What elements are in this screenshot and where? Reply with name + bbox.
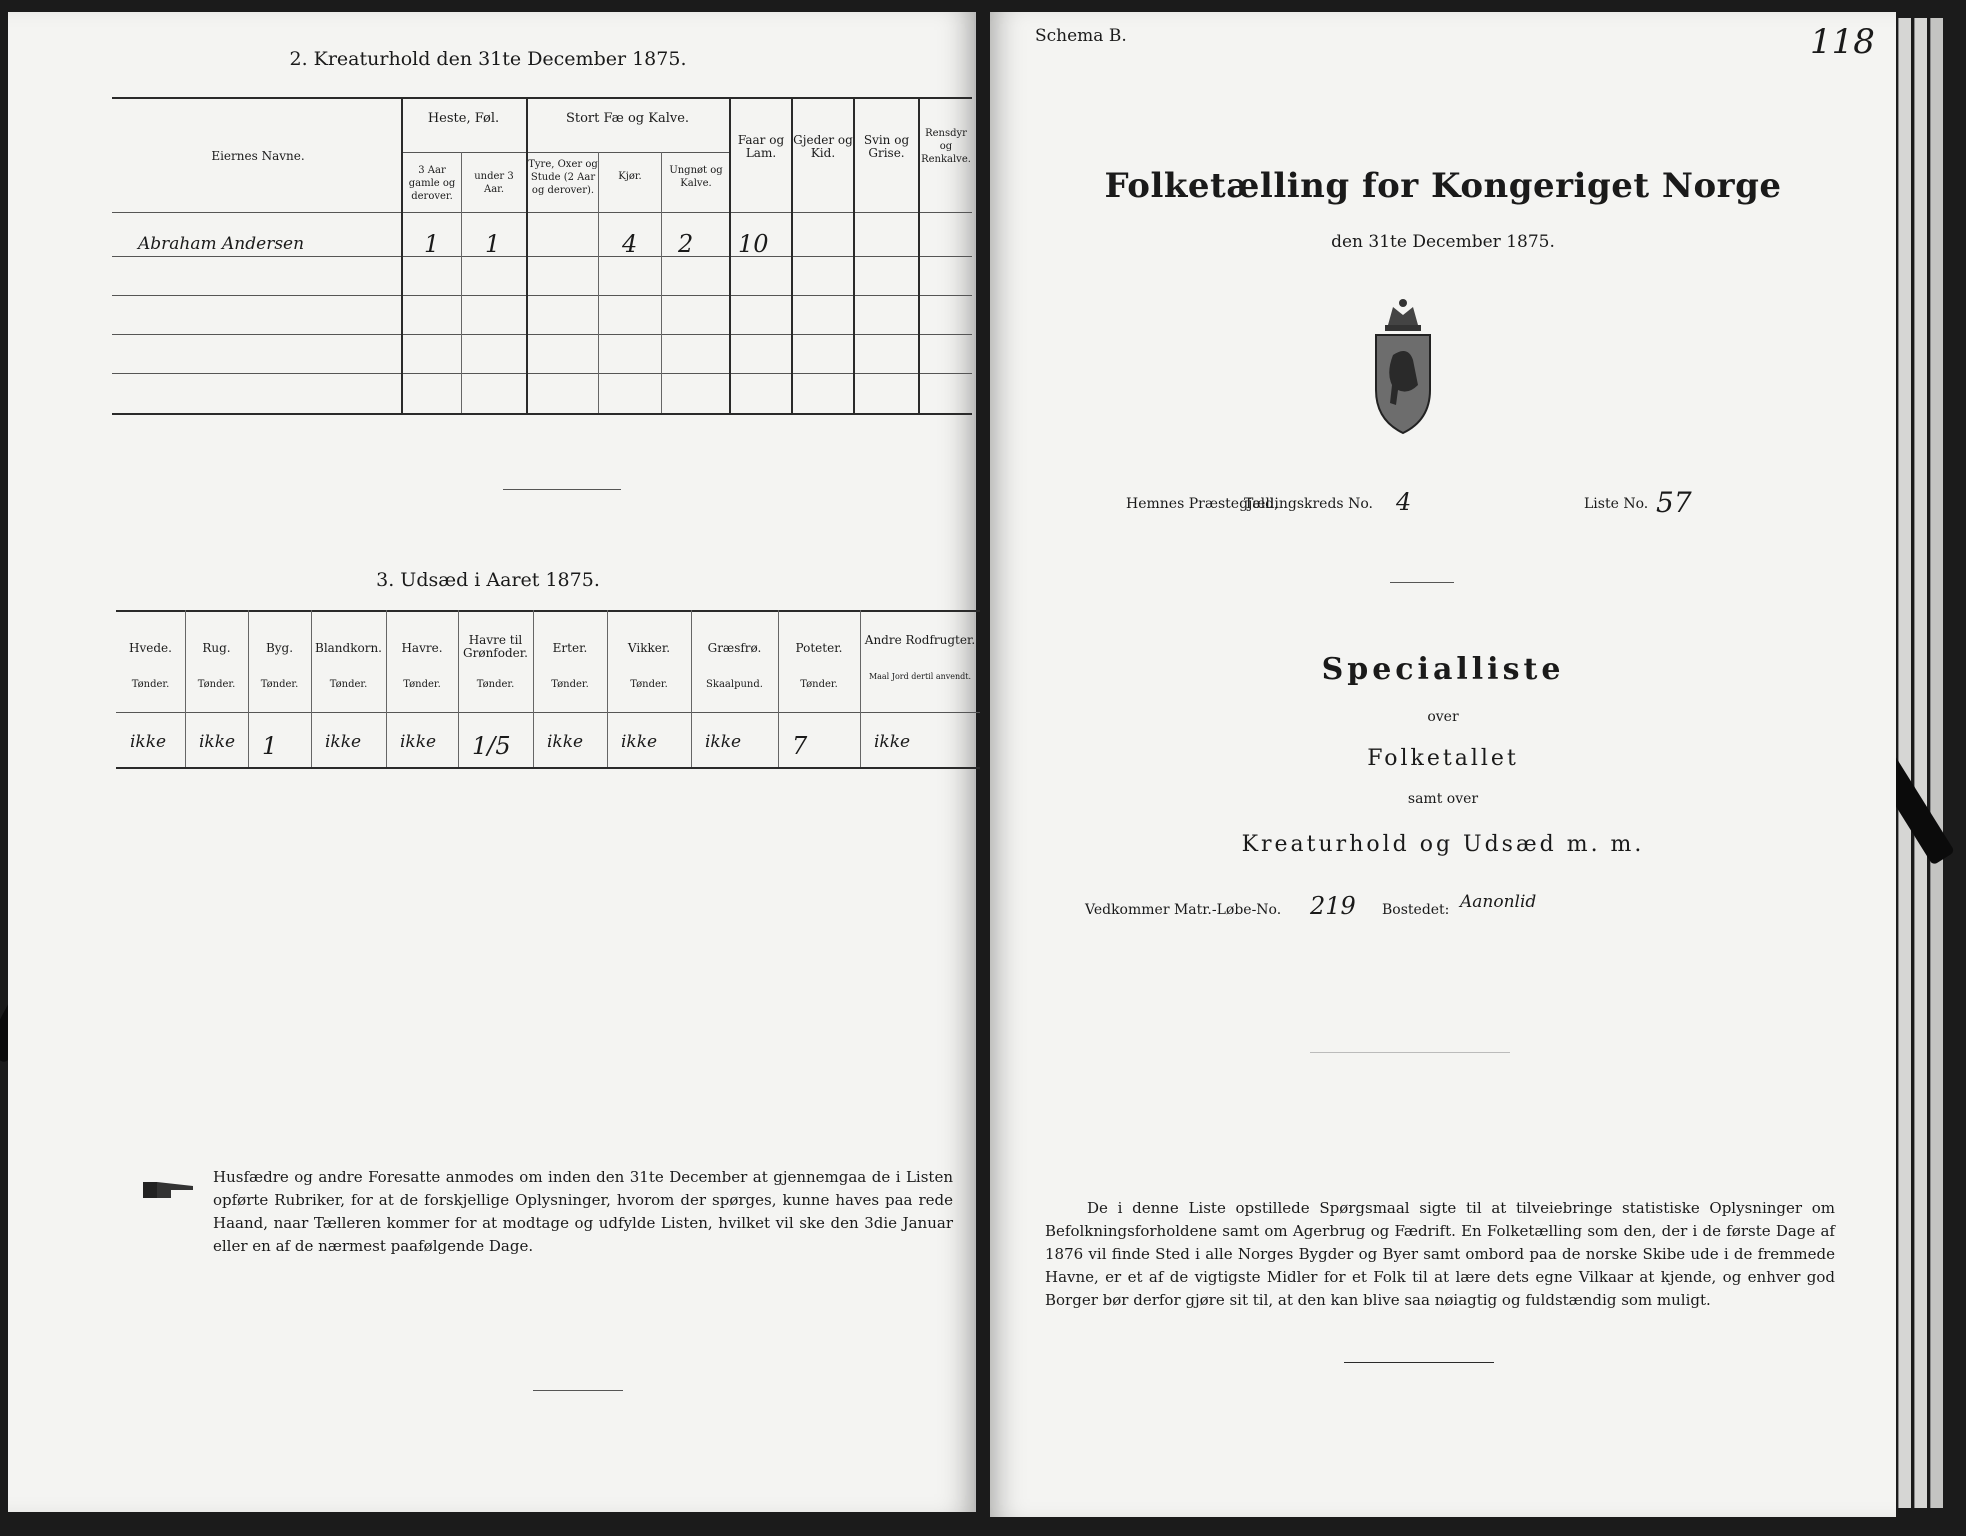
closing-paragraph: De i denne Liste opstillede Spørgsmaal sigte til at tilveiebringe statistiske Oplysninger om Befolkningsforholdene samt om Agerbrug og Fædrift. En Folketælling som den, der i de første Dage af 1876 vil finde Sted i alle Norges Bygder og Byer samt ombord paa de norske Skibe ude i de fremmede Havne, er et af de vigtigste Midler for et Folk til at lære dets egne Vilkaar at kjende, og enhver god Borger bør derfor gjøre sit til, at den kan blive saa nøiagtig og fuldstændig som muligt. [1045, 1199, 1835, 1309]
udsaed-col-header: Hvede. [129, 641, 172, 655]
entry-horses-young: 1 [485, 230, 501, 258]
group-cattle: Stort Fæ og Kalve. [565, 111, 690, 126]
matr-value: 219 [1310, 892, 1356, 920]
notice-paragraph: Husfædre og andre Foresatte anmodes om inden den 31te December at gjennemgaa de i Listen opførte Rubriker, for at de forskjellige Oplysninger, hvorom der spørges, kunne haves paa rede Haand, naar Tælleren kommer for at modtage og udfylde Listen, hvilket vil ske den 3die Januar eller en af de nærmest paafølgende Dage. [213, 1168, 953, 1255]
over-label: over [1427, 709, 1459, 725]
udsaed-col-unit: Tønder. [551, 679, 589, 690]
udsaed-entry: 1/5 [472, 732, 511, 760]
left-page [8, 12, 976, 1512]
divider [533, 1390, 623, 1391]
kreatur-label: Kreaturhold og Udsæd m. m. [1241, 832, 1645, 857]
udsaed-col-header: Vikker. [627, 641, 671, 655]
divider [1390, 582, 1454, 583]
district-label: Tællingskreds No. [1244, 496, 1373, 512]
parish-label: Hemnes Præstegjeld, [1126, 496, 1279, 512]
udsaed-col-unit: Tønder. [131, 679, 170, 690]
bosted-label: Bostedet: [1382, 902, 1450, 918]
section2-title: 2. Kreaturhold den 31te December 1875. [289, 48, 687, 70]
page-edge [1914, 18, 1927, 1508]
divider [503, 489, 621, 490]
bosted-value: Aanonlid [1460, 892, 1537, 912]
udsaed-entry: ikke [325, 732, 362, 752]
col-goats: Gjeder og Kid. [793, 133, 853, 160]
section3-title: 3. Udsæd i Aaret 1875. [376, 569, 600, 591]
col-horses-young: under 3 Aar. [474, 171, 514, 195]
udsaed-entry: ikke [874, 732, 911, 752]
udsaed-col-header: Andre Rodfrugter. [864, 633, 976, 647]
samt-over-label: samt over [1407, 791, 1479, 807]
col-bulls: Tyre, Oxer og Stude (2 Aar og derover). [528, 159, 598, 196]
udsaed-entry: ikke [400, 732, 437, 752]
group-horses: Heste, Føl. [427, 111, 500, 126]
udsaed-entry: ikke [705, 732, 742, 752]
district-value: 4 [1396, 488, 1412, 516]
folketallet-label: Folketallet [1367, 746, 1519, 771]
col-reindeer: Rensdyr og Renkalve. [921, 128, 971, 165]
udsaed-col-unit: Tønder. [476, 679, 515, 690]
entry-horses-old: 1 [424, 230, 440, 258]
udsaed-col-unit: Tønder. [630, 679, 668, 690]
main-title: Folketælling for Kongeriget Norge [1104, 166, 1782, 206]
udsaed-col-header: Poteter. [795, 641, 843, 655]
udsaed-col-header: Havre til Grønfoder. [463, 633, 528, 660]
col-horses-old: 3 Aar gamle og derover. [408, 165, 456, 202]
entry-cows: 4 [622, 230, 638, 258]
col-sheep: Faar og Lam. [737, 133, 785, 160]
udsaed-entry: ikke [130, 732, 167, 752]
col-cows: Kjør. [618, 171, 642, 182]
entry-young: 2 [678, 230, 694, 258]
col-pigs: Svin og Grise. [863, 133, 910, 160]
udsaed-col-unit: Maal Jord dertil anvendt. [868, 672, 972, 681]
udsaed-col-unit: Skaalpund. [706, 679, 763, 690]
udsaed-col-unit: Tønder. [403, 679, 441, 690]
page-edge [1930, 18, 1943, 1508]
right-page [990, 12, 1896, 1517]
udsaed-col-unit: Tønder. [260, 679, 299, 690]
schema-label: Schema B. [1035, 26, 1127, 46]
divider [1344, 1362, 1494, 1363]
udsaed-entry: ikke [199, 732, 236, 752]
list-label: Liste No. [1584, 496, 1649, 512]
udsaed-col-unit: Tønder. [197, 679, 236, 690]
udsaed-col-header: Byg. [265, 641, 294, 655]
pointing-hand-icon [141, 1174, 201, 1204]
udsaed-col-unit: Tønder. [800, 679, 838, 690]
coat-of-arms-icon [1368, 295, 1438, 435]
divider [1310, 1052, 1510, 1053]
entry-sheep: 10 [738, 230, 769, 258]
udsaed-entry: ikke [547, 732, 584, 752]
udsaed-col-header: Blandkorn. [315, 641, 382, 655]
col-young: Ungnøt og Kalve. [669, 165, 723, 189]
udsaed-col-header: Græsfrø. [707, 641, 762, 655]
list-value: 57 [1656, 486, 1692, 519]
special-title: Specialliste [1321, 652, 1565, 687]
udsaed-entry: 7 [792, 732, 808, 760]
udsaed-col-header: Havre. [401, 641, 443, 655]
matr-label: Vedkommer Matr.-Løbe-No. [1085, 902, 1282, 918]
udsaed-col-header: Erter. [552, 641, 588, 655]
udsaed-entry: ikke [621, 732, 658, 752]
udsaed-col-header: Rug. [202, 641, 231, 655]
udsaed-col-unit: Tønder. [329, 679, 368, 690]
col-owner: Eiernes Navne. [211, 149, 305, 163]
page-number: 118 [1810, 22, 1875, 62]
entry-owner: Abraham Andersen [138, 234, 305, 254]
udsaed-entry: 1 [262, 732, 278, 760]
census-date: den 31te December 1875. [1331, 232, 1555, 252]
